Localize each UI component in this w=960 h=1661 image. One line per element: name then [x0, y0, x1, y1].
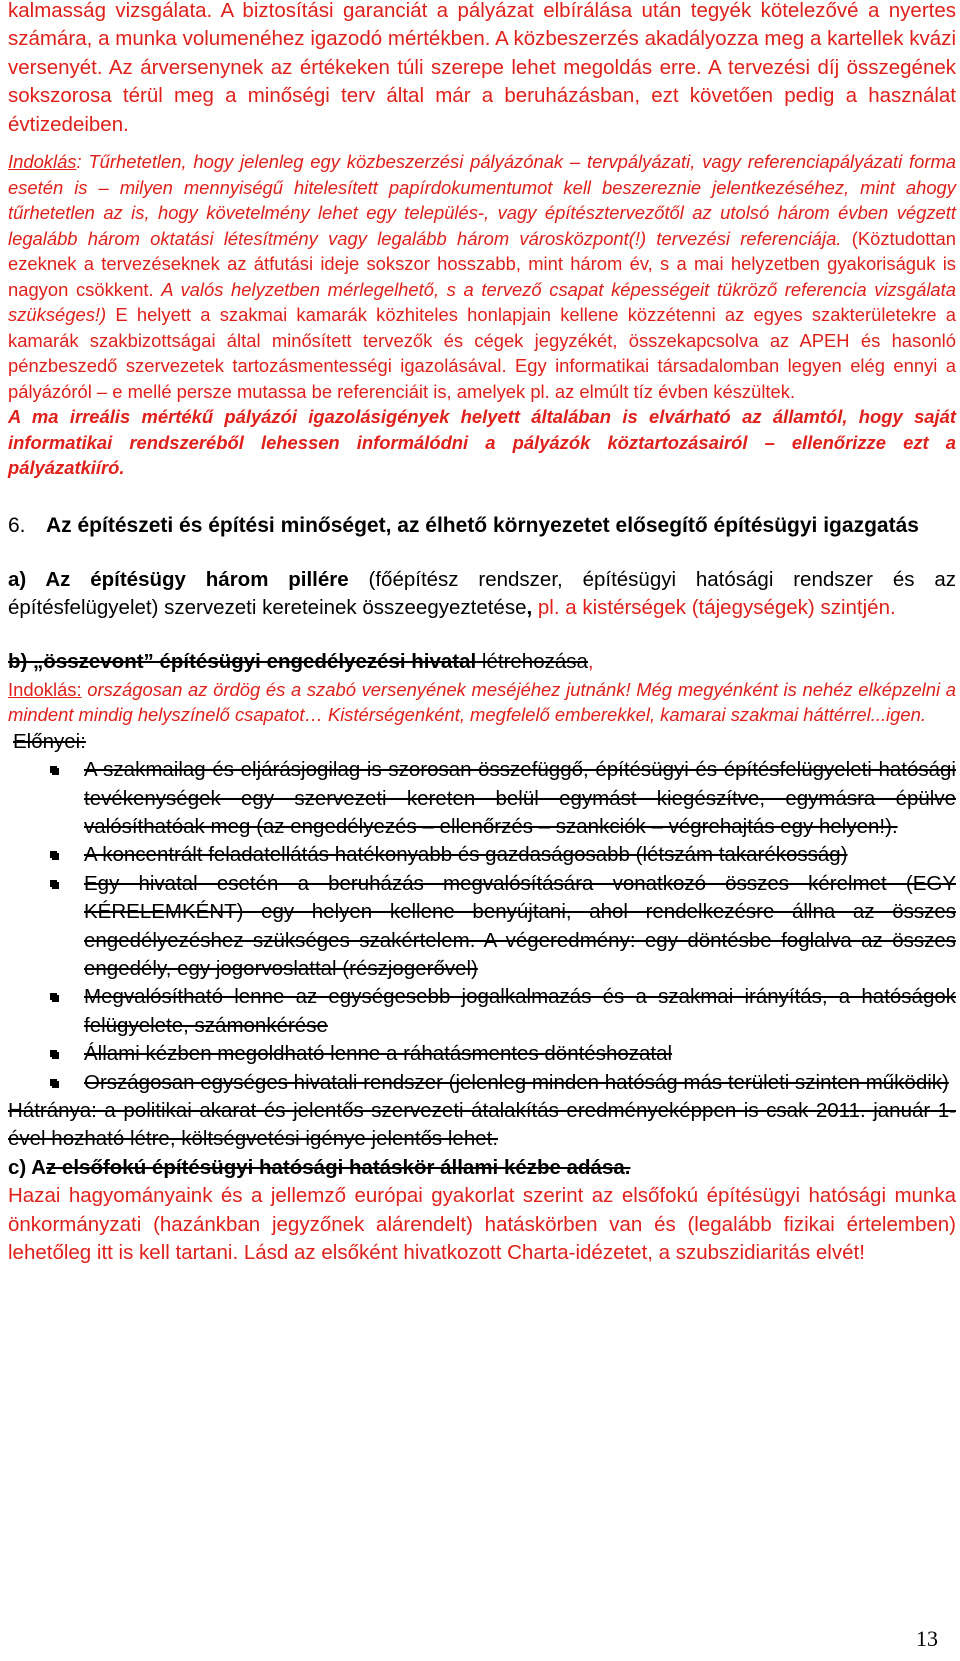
indoklas-body-normal: (Köztudottan ezeknek a tervezéseknek az átfutási ideje sokszor hosszabb, mint három év, s a mai helyzetben gyakoriságuk is nagyon csökkent. — [8, 227, 956, 300]
list-item — [8, 983, 956, 1040]
list-item-text: A koncentrált feladatellátás hatékonyabb és gazdaságosabb (létszám takarékosság) — [84, 843, 848, 867]
list-item-text: Egy hivatal esetén a beruházás megvalósítására vonatkozó összes kérelmet (EGY KÉRELEMKÉNT) egy helyen kellene benyújtani, ahol rendelkezésre állna az összes engedélyezéshez szükséges szakértelem. A végeredmény: egy döntésbe foglalva az összes engedély, egy jogorvoslattal (részjogerővel) — [84, 871, 956, 980]
bullet-square-icon — [50, 993, 57, 1000]
indoklas-label: Indoklás — [8, 151, 77, 173]
list-item — [8, 870, 956, 984]
intro-paragraph: kalmasság vizsgálata. A biztosítási garanciát a pályázat elbírálása után tegyék kötelezővé a nyertes számára, a munka volumenéhez igazodó mértékben. A közbeszerzés akadályozza meg a kartellek kvázi versenyét. Az árversenynek az értékeken túli szerepe lehet megoldás erre. A tervezési díj összegének sokszorosa térül meg a minőségi terv által már a beruházásban, ezt követően pedig a használat évtizedeiben. — [8, 0, 956, 136]
indoklas-2-body: országosan az ördög és a szabó versenyének meséjéhez jutnánk! Még megyénként is nehéz elképzelni a mindent mindig helyszínelő csapatot… Kistérségenként, megfelelő emberekkel, kamarai szakmai háttérrel...igen. — [8, 678, 956, 726]
item-a-heading: a) Az építésügy három pillére — [8, 567, 349, 591]
item-b-comma: , — [587, 650, 594, 674]
indoklas-body-normal-2: E helyett a szakmai kamarák közhiteles honlapjain kellene közzétenni az egyes szakterületekre a kamarák szakbizottságai által minősített tervezők és cégek jegyzékét, összekapcsolva az APEH és hasonló pénzbeszedő szervezetek tartozásmentességi igazolásával. Egy informatikai társadalomban legyen elég ennyi a pályázóról – e mellé persze mutassa be referenciáit is, amelyek pl. az elmúlt tíz évben készültek. — [8, 304, 956, 402]
item-a-red-text: pl. a kistérségek (tájegységek) szintjén. — [532, 595, 896, 619]
indoklas-2-label: Indoklás: — [8, 678, 82, 700]
list-item — [8, 841, 956, 869]
item-c-heading: z elsőfokú építésügyi hatósági hatáskör állami kézbe adása. — [45, 1155, 631, 1179]
list-item — [8, 756, 956, 841]
bullet-square-icon — [50, 880, 57, 887]
section-6-heading — [8, 511, 956, 540]
item-b-text: létrehozása — [476, 650, 588, 674]
list-item-text: Állami kézben megoldható lenne a ráhatásmentes döntéshozatal — [84, 1042, 673, 1066]
item-c — [8, 1154, 956, 1182]
elonyei-list — [8, 756, 956, 1097]
indoklas-body-2: A valós helyzetben mérlegelhető, s a tervező csapat képességeit tükröző referencia vizsgálata szükséges!) — [8, 278, 956, 326]
indoklas-body: Tűrhetetlen, hogy jelenleg egy közbeszerzési pályázónak – tervpályázati, vagy referenciapályázati forma esetén is – milyen mennyiségű hitelesített papírdokumentumot kell beszereznie jelentkezéséhez, mint ahogy tűrhetetlen az is, hogy követelmény lehet egy település-, vagy építésztervezőtől az utolsó három évben végzett legalább három oktatási létesítmény vagy legalább három városközpont(!) tervezési referenciája. — [8, 151, 956, 249]
hatranya-paragraph: Hátránya: a politikai akarat és jelentős szervezeti átalakítás eredményeképpen is csak 2011. január 1-ével hozható létre, költségvetési igénye jelentős lehet. — [8, 1099, 956, 1151]
bullet-square-icon — [50, 851, 57, 858]
item-c-prefix: c) — [8, 1155, 32, 1179]
item-a-text: (főépítész rendszer, építésügyi hatósági rendszer és az építésfelügyelet) szervezeti kereteinek összeegyeztetése — [8, 567, 956, 619]
list-item-text: Országosan egységes hivatali rendszer (jelenleg minden hatóság más területi szinten működik) — [84, 1070, 949, 1094]
section-title: Az építészeti és építési minőséget, az élhető környezetet elősegítő építésügyi igazgatás — [46, 513, 919, 537]
list-item — [8, 1069, 956, 1097]
list-item-text: Megvalósítható lenne az egységesebb jogalkalmazás és a szakmai irányítás, a hatóságok felügyelete, számonkérése — [84, 985, 956, 1037]
item-a — [8, 566, 956, 623]
bullet-square-icon — [50, 1079, 57, 1086]
document-page — [8, 0, 956, 1267]
section-number: 6. — [8, 513, 26, 537]
indoklas-paragraph-1 — [8, 149, 956, 481]
bullet-square-icon — [50, 766, 57, 773]
elonyei-label: Előnyei: — [13, 729, 86, 753]
item-a-comma: , — [526, 595, 533, 619]
bullet-square-icon — [50, 1050, 57, 1057]
item-b-heading: b) „összevont” építésügyi engedélyezési hivatal — [8, 650, 477, 674]
indoklas-colon: : — [76, 151, 82, 173]
item-c-first-letter: A — [31, 1155, 46, 1179]
closing-paragraph: Hazai hagyományaink és a jellemző európai gyakorlat szerint az elsőfokú építésügyi hatósági munka önkormányzati (hazánkban jegyzőnek alárendelt) hatáskörben van és (legalább fizikai értelemben) lehetőleg itt is kell tartani. Lásd az elsőként hivatkozott Charta-idézetet, a szubszidiaritás elvét! — [8, 1184, 956, 1265]
list-item-text: A szakmailag és eljárásjogilag is szorosan összefüggő, építésügyi és építésfelügyeleti hatósági tevékenységek egy szervezeti kereten belül egymást kiegészítve, egymásra épülve valósíthatóak meg (az engedélyezés – ellenőrzés – szankciók – végrehajtás egy helyen!). — [84, 758, 956, 838]
indoklas-paragraph-2 — [8, 677, 956, 728]
list-item — [8, 1040, 956, 1068]
indoklas-bold-statement: A ma irreális mértékű pályázói igazolásigények helyett általában is elvárható az államtól, hogy saját informatikai rendszeréből lehessen informálódni a pályázók köztartozásairól – ellenőrizze ezt a pályázatkiíró. — [8, 406, 956, 479]
page-number: 13 — [916, 1626, 938, 1651]
item-b — [8, 648, 956, 676]
